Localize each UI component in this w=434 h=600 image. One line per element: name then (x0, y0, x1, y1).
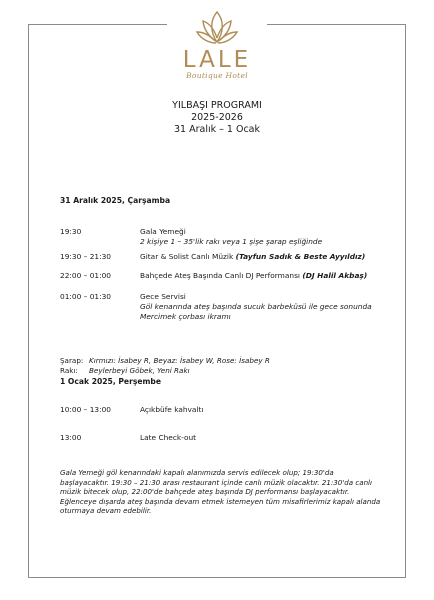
brand-name: LALE (182, 47, 252, 73)
row-performer: (DJ Halil Akbaş) (302, 271, 368, 280)
raki-text: Beylerbeyi Göbek, Yeni Rakı (89, 366, 190, 375)
row-time: 13:00 (60, 433, 82, 442)
row-time: 22:00 – 01:00 (60, 271, 111, 280)
row-time: 10:00 – 13:00 (60, 405, 111, 414)
row-title: Late Check-out (140, 433, 197, 442)
row-time: 01:00 – 01:30 (60, 292, 111, 301)
title-line-3: 31 Aralık – 1 Ocak (174, 124, 260, 135)
row-detail: Göl kenarında ateş başında sucuk barbeküsü ile gece sonunda Mercimek çorbası ikramı (140, 302, 372, 321)
hotel-logo (167, 6, 267, 96)
footer-note: Gala Yemeği göl kenarındaki kapalı alanımızda servis edilecek olup; 19:30'da başlayacaktır. 19:30 – 21:30 arası restaurant içinde canlı müzik olacaktır. 21:30'da canlı müzik bitecek olup, 22:00'de bahçede ateş başında DJ performansı başlayacaktır. Eğlenceye dışarda ateş başında devam etmek istemeyen tüm misafirlerimiz kapalı alanda oturmaya devam edebilir. (60, 468, 381, 516)
title-line-2: 2025-2026 (191, 112, 243, 123)
day2-heading: 1 Ocak 2025, Perşembe (60, 377, 161, 386)
brand-subtitle: Boutique Hotel (186, 71, 248, 80)
row-title: Gece Servisi (140, 292, 186, 301)
wine-label: Şarap: (60, 356, 84, 365)
row-time: 19:30 (60, 227, 82, 236)
row-title: Bahçede Ateş Başında Canlı DJ Performansı (140, 271, 303, 280)
row-title: Açıkbüfe kahvaltı (140, 405, 204, 414)
day1-heading: 31 Aralık 2025, Çarşamba (60, 196, 171, 205)
drinks-list (60, 356, 270, 376)
row-detail: 2 kişiye 1 – 35'lik rakı veya 1 şişe şarap eşliğinde (140, 237, 323, 246)
row-performer: (Tayfun Sadık & Beste Ayyıldız) (235, 252, 366, 261)
lotus-icon (195, 8, 239, 48)
row-title: Gala Yemeği (140, 227, 186, 236)
title-line-1: YILBAŞI PROGRAMI (172, 100, 262, 111)
raki-line (60, 366, 270, 376)
wine-line (60, 356, 270, 366)
raki-label: Rakı: (60, 366, 78, 375)
row-time: 19:30 – 21:30 (60, 252, 111, 261)
row-title: Gitar & Solist Canlı Müzik (140, 252, 236, 261)
wine-text: Kırmızı: İsabey R, Beyaz: İsabey W, Rose: İsabey R (89, 356, 270, 365)
program-title (0, 100, 434, 136)
